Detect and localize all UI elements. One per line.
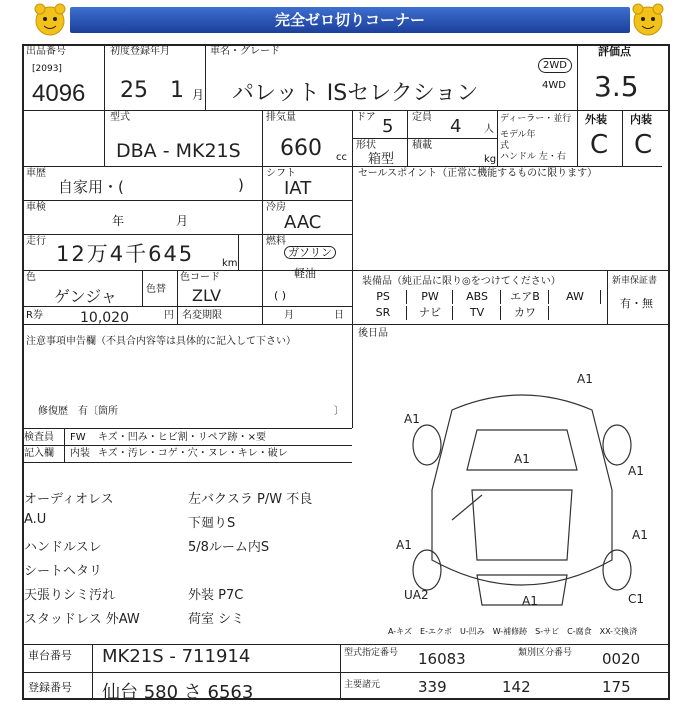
doors-value: 5 (382, 116, 394, 137)
car-name-value: パレット ISセレクション (232, 81, 479, 106)
auction-sheet (22, 40, 670, 703)
score-label: 評価点 (598, 45, 631, 58)
fuel-label: 燃料 (266, 236, 286, 247)
mark-ua2: UA2 (404, 588, 429, 602)
record-label: 記入欄 (24, 448, 54, 459)
capacity-value: 4 (450, 116, 462, 137)
sales-points-label: セールスポイント（正常に機能するものに限ります） (358, 168, 598, 179)
equipment-item: カワ (502, 306, 549, 320)
remark-item: 外装 P7C (188, 588, 244, 603)
aircon-label: 冷房 (266, 202, 286, 213)
equipment-item: ナビ (408, 306, 453, 320)
color-code-label: 色コード (180, 272, 220, 283)
header-title: 完全ゼロ切りコーナー (70, 7, 630, 33)
capacity-label: 定員 (412, 112, 432, 123)
spec-no-label: 型式指定番号 (344, 648, 399, 658)
mileage-value: 12万4千645 (56, 242, 195, 266)
fw-items: キズ・凹み・ヒビ割・リペア跡・×要 (98, 432, 266, 443)
wheel-rear-right (603, 550, 631, 590)
color-code: ZLV (192, 286, 222, 305)
fuel-gasoline: ガソリン (284, 246, 336, 259)
inspection-label: 車検 (26, 202, 46, 213)
chassis-label: 車台番号 (28, 649, 72, 662)
equipment-item: AW (550, 290, 601, 304)
remark-item: ハンドルスレ (24, 540, 102, 555)
wheel-front-right (603, 425, 631, 465)
shift-label: シフト (266, 168, 296, 179)
damage-line (452, 495, 482, 520)
equipment-item: PS (360, 290, 407, 304)
displacement-value: 660 (280, 136, 322, 161)
car-name-label: 車名・グレード (210, 46, 280, 57)
equipment-item: PW (408, 290, 453, 304)
interior-grade: C (634, 130, 653, 160)
inspector-label: 検査員 (24, 432, 54, 443)
repair-label: 修復歴 有〔箇所 (38, 406, 118, 417)
fuel-paren: ( ) (274, 289, 287, 302)
chassis-value: MK21S - 711914 (102, 646, 251, 667)
mark-c1: C1 (628, 592, 645, 606)
model-label: 型式 (110, 112, 130, 123)
mascot-icon (30, 2, 70, 38)
mark-a1-lower-left: A1 (396, 538, 412, 552)
wheel-front-left (413, 425, 441, 465)
model-value: DBA - MK21S (116, 140, 241, 162)
equipment-item: エアB (502, 290, 549, 304)
diagram-legend: A-キズ E-エクボ U-凹み W-補修跡 S-サビ C-腐食 XX-交換済 (388, 627, 638, 636)
warranty-label: 新車保証書 (612, 276, 658, 286)
rear-seat-label: 後日品 (358, 328, 388, 339)
remark-item: シートヘタリ (24, 564, 103, 579)
first-reg-label: 初度登録年月 (110, 46, 170, 57)
header (0, 0, 700, 40)
shape-value: 箱型 (368, 152, 395, 167)
remark-item: 左バクスラ P/W 不良 (188, 492, 313, 507)
name-change-month: 月 (284, 310, 294, 321)
notes-label: 注意事項申告欄（不具合内容等は具体的に記入して下さい） (26, 336, 296, 347)
fw-head: FW (70, 432, 86, 443)
displacement-label: 排気量 (266, 112, 296, 123)
spec-label: 主要諸元 (344, 680, 381, 690)
dealer-label: ディーラー・並行 (500, 114, 572, 124)
equipment-item: SR (360, 306, 407, 320)
remark-item: 天張りシミ汚れ (24, 588, 116, 603)
shift-value: IAT (284, 178, 312, 199)
drive-2wd: 2WD (538, 58, 572, 73)
first-reg-year: 25 (120, 78, 148, 103)
capacity-unit: 人 (484, 124, 494, 135)
interior-items: キズ・汚レ・コゲ・穴・ヌレ・キレ・破レ (98, 448, 288, 459)
mark-a1-right: A1 (628, 464, 644, 478)
aircon-value: AAC (284, 212, 322, 233)
roof-outline (472, 490, 572, 560)
model-year-label: モデル年式 (500, 130, 536, 151)
fuel-diesel: 軽油 (294, 267, 316, 280)
color-value: ゲンジャ (54, 287, 117, 306)
remark-item: 下廻りS (188, 516, 236, 531)
recycle-unit: 円 (164, 310, 174, 321)
mileage-label: 走行 (26, 236, 46, 247)
name-change-label: 名変期限 (182, 310, 222, 321)
lot-sub: [2093] (32, 64, 62, 74)
warranty-value: 有・無 (620, 297, 653, 310)
recycle-label: R券 (26, 310, 43, 321)
mileage-unit: km (222, 258, 238, 269)
repair-close: 〕 (334, 406, 344, 417)
remark-item: 荷室 シミ (188, 612, 245, 627)
spec-no-value: 16083 (418, 650, 466, 668)
displacement-unit: cc (336, 152, 347, 163)
exterior-grade: C (590, 130, 609, 160)
load-label: 積載 (412, 140, 432, 151)
mark-a1-top: A1 (577, 372, 593, 386)
inspection-month: 月 (176, 214, 189, 228)
spec-c: 175 (602, 678, 631, 696)
mark-a1-left: A1 (404, 412, 420, 426)
score-value: 3.5 (594, 70, 639, 103)
remark-item: A.U (24, 512, 47, 527)
history-label: 車歴 (26, 168, 46, 179)
equipment-label: 装備品（純正品に限り◎をつけてください） (362, 276, 561, 287)
inspection-year: 年 (112, 214, 125, 228)
mark-a1-lower-right: A1 (632, 528, 648, 542)
remark-item: オーディオレス (24, 492, 114, 507)
repaint-label: 色替 (146, 284, 166, 295)
registration-value: 仙台 580 さ 6563 (102, 682, 254, 703)
registration-label: 登録番号 (28, 681, 72, 694)
remark-item: 5/8ルーム内S (188, 540, 270, 555)
history-close: ) (238, 176, 244, 194)
equipment-item: TV (454, 306, 501, 320)
color-label: 色 (26, 272, 36, 283)
mark-a1-rear: A1 (522, 594, 538, 608)
spec-a: 339 (418, 678, 447, 696)
shape-label: 形状 (356, 140, 376, 151)
exterior-label: 外装 (585, 113, 607, 126)
interior-label: 内装 (630, 113, 652, 126)
category-label: 類別区分番号 (518, 648, 573, 658)
doors-label: ドア (356, 112, 376, 123)
first-reg-month-unit: 月 (192, 88, 205, 102)
drive-4wd: 4WD (542, 80, 566, 91)
lot-label: 出品番号 (26, 46, 66, 57)
history-value: 自家用・( (58, 178, 124, 196)
lot-number: 4096 (32, 80, 86, 107)
name-change-day: 日 (334, 310, 344, 321)
interior-head: 内装 (70, 448, 90, 459)
equipment-item: ABS (454, 290, 501, 304)
recycle-value: 10,020 (80, 310, 129, 326)
mascot-icon (628, 2, 668, 38)
category-value: 0020 (602, 650, 641, 668)
remark-item: スタッドレス 外AW (24, 612, 140, 627)
wheel-rear-left (413, 550, 441, 590)
first-reg-month: 1 (170, 78, 184, 103)
spec-b: 142 (502, 678, 531, 696)
handle-label: ハンドル 左・右 (500, 152, 566, 162)
mark-a1-hood: A1 (514, 452, 530, 466)
load-unit: kg (484, 154, 497, 165)
